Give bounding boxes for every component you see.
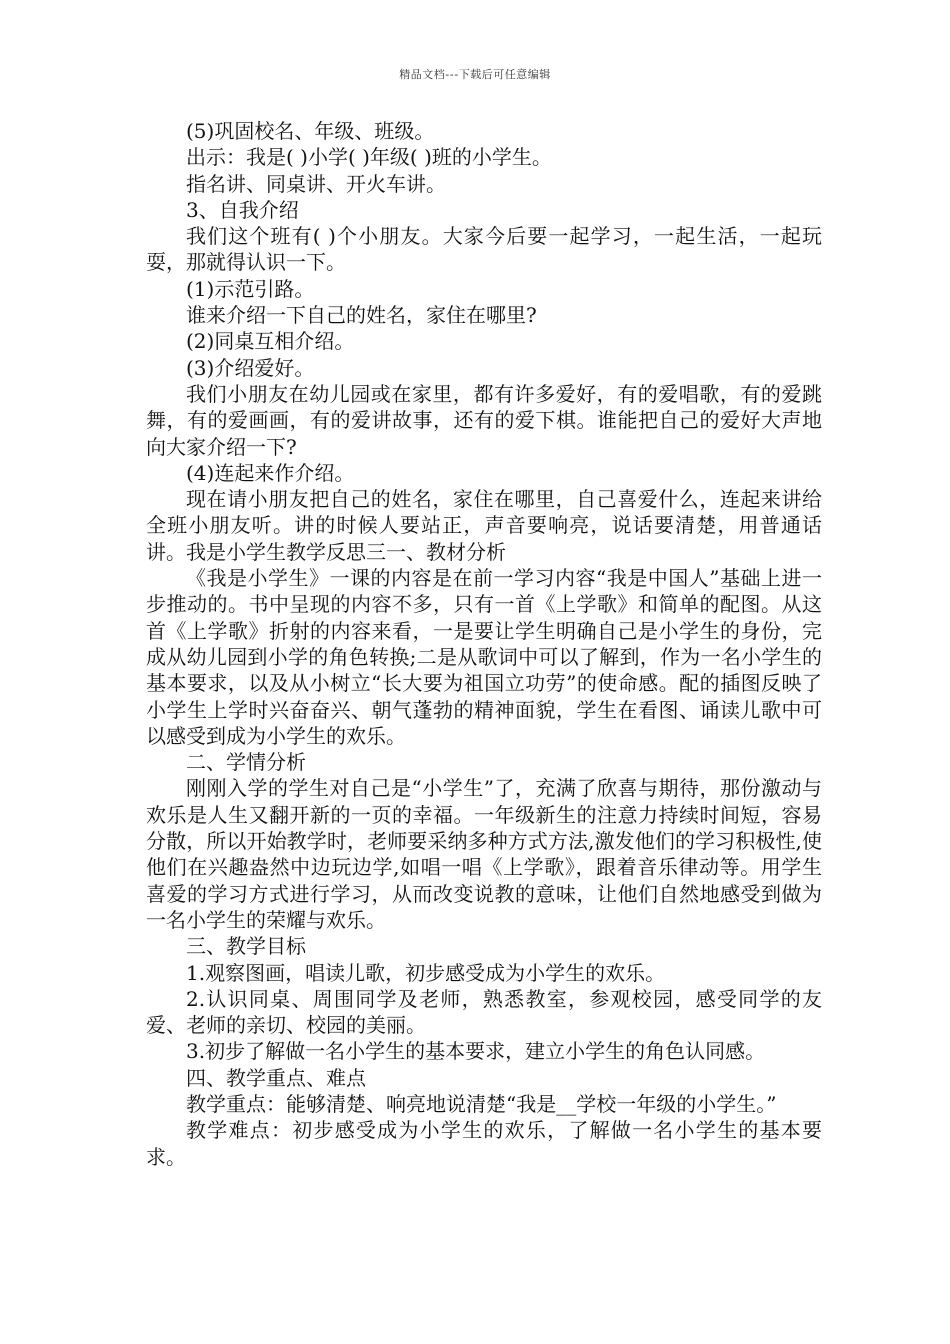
paragraph: 我们小朋友在幼儿园或在家里，都有许多爱好，有的爱唱歌，有的爱跳舞，有的爱画画，有的爱讲故事，还有的爱下棋。谁能把自己的爱好大声地向大家介绍一下? bbox=[146, 381, 822, 459]
paragraph: 教学重点：能够清楚、响亮地说清楚“我是__学校一年级的小学生。” bbox=[186, 1091, 777, 1116]
paragraph: 2.认识同桌、周围同学及老师，熟悉教室，参观校园，感受同学的友爱、老师的亲切、校园的美丽。 bbox=[146, 986, 822, 1038]
section-heading: 二、学情分析 bbox=[186, 750, 306, 775]
section-heading: 三、教学目标 bbox=[186, 934, 306, 959]
paragraph: (4)连起来作介绍。 bbox=[186, 460, 355, 485]
paragraph: 1.观察图画，唱读儿歌，初步感受成为小学生的欢乐。 bbox=[186, 960, 666, 985]
section-heading: 3、自我介绍 bbox=[186, 197, 299, 222]
section-heading: 四、教学重点、难点 bbox=[186, 1065, 366, 1090]
paragraph: (5)巩固校名、年级、班级。 bbox=[186, 119, 435, 143]
paragraph: 我们这个班有( )个小朋友。大家今后要一起学习，一起生活，一起玩耍，那就得认识一下。 bbox=[146, 224, 822, 275]
paragraph: (3)介绍爱好。 bbox=[186, 355, 315, 380]
paragraph: 指名讲、同桌讲、开火车讲。 bbox=[186, 171, 446, 196]
paragraph: 3.初步了解做一名小学生的基本要求，建立小学生的角色认同感。 bbox=[186, 1039, 766, 1064]
paragraph: 《我是小学生》一课的内容是在前一学习内容“我是中国人”基础上进一步推动的。书中呈现的内容不多，只有一首《上学歌》和简单的配图。从这首《上学歌》折射的内容来看，一是要让学生明确自己是小学生的身份，完成从幼儿园到小学的角色转换;二是从歌词中可以了解到，作为一名小学生的基本要求，以及从小树立“长大要为祖国立功劳”的使命感。配的插图反映了小学生上学时兴奋奋兴、朝气蓬勃的精神面貌，学生在看图、诵读儿歌中可以感受到成为小学生的欢乐。 bbox=[146, 566, 822, 748]
paragraph: 谁来介绍一下自己的姓名，家住在哪里? bbox=[186, 303, 537, 328]
paragraph: (2)同桌互相介绍。 bbox=[186, 329, 355, 354]
paragraph: 现在请小朋友把自己的姓名，家住在哪里，自己喜爱什么，连起来讲给全班小朋友听。讲的时候人要站正，声音要响亮，说话要清楚，用普通话讲。我是小学生教学反思三一、教材分析 bbox=[146, 487, 822, 564]
page-header: 精品文档---下载后可任意编辑 bbox=[399, 68, 551, 81]
paragraph: 出示：我是( )小学( )年级( )班的小学生。 bbox=[186, 145, 552, 170]
paragraph: (1)示范引路。 bbox=[186, 276, 315, 301]
document-body bbox=[146, 118, 822, 1170]
paragraph: 教学难点：初步感受成为小学生的欢乐，了解做一名小学生的基本要求。 bbox=[146, 1118, 822, 1169]
paragraph: 刚刚入学的学生对自己是“小学生”了，充满了欣喜与期待，那份激动与欢乐是人生又翻开新的一页的幸福。一年级新生的注意力持续时间短，容易分散，所以开始教学时，老师要采纳多种方式方法,激发他们的学习积极性,使他们在兴趣盎然中边玩边学,如唱一唱《上学歌》，跟着音乐律动等。用学生喜爱的学习方式进行学习，从而改变说教的意味，让他们自然地感受到做为一名小学生的荣耀与欢乐。 bbox=[146, 776, 822, 932]
